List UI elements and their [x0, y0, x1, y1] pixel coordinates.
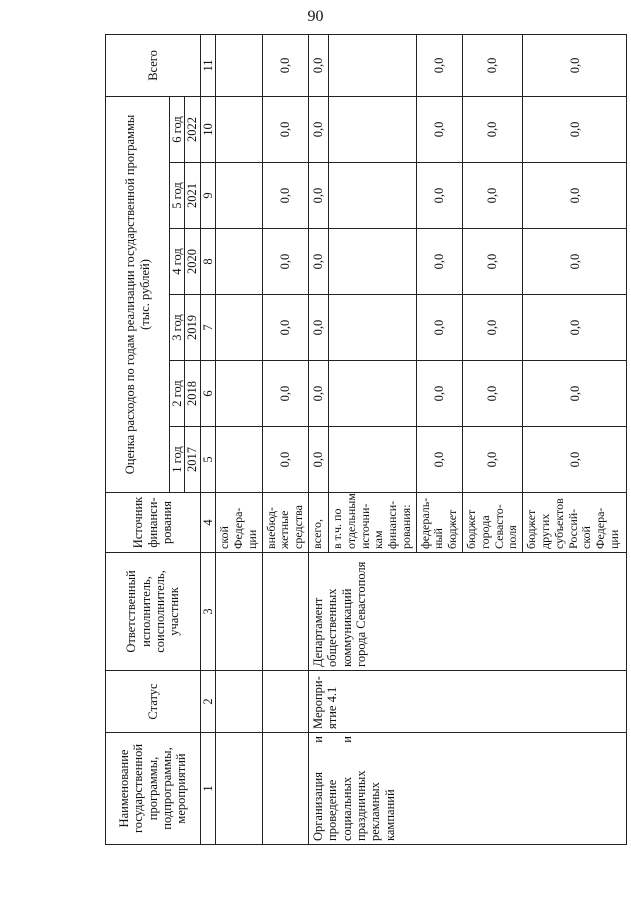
- source-cell: бюджет города Севасто-поля: [463, 493, 523, 553]
- year-label: 1 год: [170, 427, 185, 493]
- column-number: 2: [200, 671, 215, 733]
- executor-cell-empty: [262, 553, 308, 671]
- source-cell: всего,: [308, 493, 328, 553]
- total-cell: 0,0: [308, 34, 328, 96]
- value-cell: 0,0: [308, 361, 328, 427]
- value-cell: [328, 295, 416, 361]
- year-label: 5 год: [170, 163, 185, 229]
- column-number: 1: [200, 733, 215, 845]
- header-name: Наименование государственной программы, подпрограммы, мероприятий: [106, 733, 201, 845]
- executor-cell-empty: [216, 553, 262, 671]
- column-number: 5: [200, 427, 215, 493]
- value-cell: [328, 427, 416, 493]
- header-source: Источник финанси-рования: [106, 493, 201, 553]
- column-number: 8: [200, 229, 215, 295]
- value-cell: 0,0: [463, 427, 523, 493]
- source-cell: федераль-ный бюджет: [416, 493, 462, 553]
- value-cell: [216, 229, 262, 295]
- column-number-row: [200, 34, 215, 844]
- year-value: 2019: [185, 295, 200, 361]
- value-cell: [328, 96, 416, 162]
- total-cell: 0,0: [463, 34, 523, 96]
- value-cell: 0,0: [463, 163, 523, 229]
- table-row: [308, 34, 328, 844]
- measure-executor: Департамент общественных коммуникаций города Севастополя: [308, 553, 626, 671]
- name-cell-empty: [216, 733, 262, 845]
- value-cell: 0,0: [262, 163, 308, 229]
- year-label: 6 год: [170, 96, 185, 162]
- year-value: 2018: [185, 361, 200, 427]
- status-cell-empty: [262, 671, 308, 733]
- year-label: 3 год: [170, 295, 185, 361]
- value-cell: 0,0: [416, 361, 462, 427]
- value-cell: 0,0: [308, 427, 328, 493]
- measure-status: Меропри-ятие 4.1: [308, 671, 626, 733]
- column-number: 10: [200, 96, 215, 162]
- year-value: 2022: [185, 96, 200, 162]
- value-cell: 0,0: [416, 96, 462, 162]
- value-cell: 0,0: [463, 96, 523, 162]
- column-number: 9: [200, 163, 215, 229]
- value-cell: 0,0: [523, 96, 627, 162]
- value-cell: 0,0: [416, 163, 462, 229]
- table-row: [262, 34, 308, 844]
- value-cell: 0,0: [262, 295, 308, 361]
- year-label: 2 год: [170, 361, 185, 427]
- total-cell: 0,0: [416, 34, 462, 96]
- value-cell: 0,0: [416, 295, 462, 361]
- value-cell: [216, 96, 262, 162]
- header-estimate: Оценка расходов по годам реализации государственной программы (тыс. рублей): [106, 96, 170, 492]
- value-cell: [328, 229, 416, 295]
- column-number: 7: [200, 295, 215, 361]
- value-cell: 0,0: [416, 229, 462, 295]
- status-cell-empty: [216, 671, 262, 733]
- value-cell: 0,0: [523, 427, 627, 493]
- column-number: 3: [200, 553, 215, 671]
- header-status: Статус: [106, 671, 201, 733]
- measure-name: Организация и проведение социальных и праздничных рекламных кампаний: [308, 733, 626, 845]
- value-cell: 0,0: [308, 295, 328, 361]
- value-cell: [328, 361, 416, 427]
- header-row: [106, 34, 170, 844]
- header-executor: Ответственный исполнитель, соисполнитель, участник: [106, 553, 201, 671]
- value-cell: 0,0: [308, 229, 328, 295]
- column-number: 6: [200, 361, 215, 427]
- value-cell: 0,0: [523, 361, 627, 427]
- source-cell: внебюд-жетные средства: [262, 493, 308, 553]
- total-cell: 0,0: [262, 34, 308, 96]
- year-value: 2021: [185, 163, 200, 229]
- page-number: 90: [307, 8, 324, 25]
- column-number: 4: [200, 493, 215, 553]
- name-cell-empty: [262, 733, 308, 845]
- total-cell: 0,0: [523, 34, 627, 96]
- value-cell: 0,0: [463, 361, 523, 427]
- value-cell: [216, 427, 262, 493]
- value-cell: [216, 295, 262, 361]
- source-cell: в т.ч. по отдельным источни-кам финанси-рования:: [328, 493, 416, 553]
- value-cell: 0,0: [523, 163, 627, 229]
- value-cell: 0,0: [523, 229, 627, 295]
- value-cell: 0,0: [308, 163, 328, 229]
- value-cell: 0,0: [262, 229, 308, 295]
- total-cell: [216, 34, 262, 96]
- expenditure-table: [105, 34, 627, 845]
- value-cell: 0,0: [262, 361, 308, 427]
- value-cell: [216, 163, 262, 229]
- rotated-table-wrapper: [105, 35, 622, 845]
- source-cell: ской Федера-ции: [216, 493, 262, 553]
- value-cell: [328, 163, 416, 229]
- year-label: 4 год: [170, 229, 185, 295]
- value-cell: 0,0: [416, 427, 462, 493]
- value-cell: 0,0: [308, 96, 328, 162]
- year-value: 2017: [185, 427, 200, 493]
- value-cell: 0,0: [523, 295, 627, 361]
- value-cell: 0,0: [262, 96, 308, 162]
- source-cell: бюджет других субъектов Россий-ской Федера-ции: [523, 493, 627, 553]
- year-value: 2020: [185, 229, 200, 295]
- total-cell: [328, 34, 416, 96]
- header-total: Всего: [106, 34, 201, 96]
- value-cell: 0,0: [262, 427, 308, 493]
- table-row: [216, 34, 262, 844]
- value-cell: [216, 361, 262, 427]
- value-cell: 0,0: [463, 229, 523, 295]
- column-number: 11: [200, 34, 215, 96]
- value-cell: 0,0: [463, 295, 523, 361]
